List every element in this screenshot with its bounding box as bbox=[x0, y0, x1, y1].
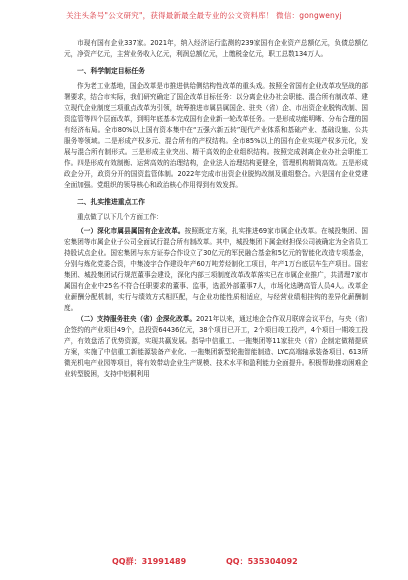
qq-group-text: QQ群：31991489 bbox=[112, 557, 187, 566]
reform-lead-2: （二）支持服务驻央（省）企深化改革。 bbox=[77, 315, 196, 323]
reform-paragraph-2 bbox=[64, 314, 368, 380]
reform-body-1: 按照既定方案，扎实推进69家市属企业改革。在城投集团、国宏集团等市属企业子公司全面试行混合所有制改革。其中，城投集团下属金财担保公司被确定为全省员工持股试点企业。国宏集团与东方证券合作设立了30亿元的军民融合基金和5亿元的智能化改造专项基金，分别与炼化党委合资，中集凌宇合作建设年产60万吨芳烃制化工项目，年产1万台底层车生产项目。国宏集团、城投集团试行规范董事会建设，深化内部三项制度改革改革落实已在市属企业推广，共清理7家市属国有企业中25名不符合任职要求的董事、监事，选派外部董事7人，市场化选聘高管人员4人。改革企业薪酬分配机制，实行与绩效方式相匹配，与企业功能性质相适应，与经营业绩相挂钩的差异化薪酬制度。 bbox=[64, 227, 369, 312]
document-page bbox=[64, 38, 368, 380]
work-intro: 重点做了以下几个方面工作： bbox=[77, 213, 163, 221]
reform-paragraph-1 bbox=[64, 226, 368, 314]
reform-body-2: 2021年以来，通过地企合作双月联席会议平台，与央（省）企签约的产业项目49个，总投资64436亿元，38个项目已开工，2个项目竣工投产，4个项目一期竣工投产，有效盘活了优势资源，实现共赢发展。指导中信重工、一拖集团等11家驻央（省）企制定做精提质方案，实施了中信重工新能源装备产业化、一拖集团新型轮拖智能制造、LYC高端轴承装备项目、613所微光机电产业园等项目，将有效带动企业生产规模、技术水平和盈利能力全面提升。积极帮助推动困难企业转型脱困，支持中铝桐利用 bbox=[64, 315, 368, 378]
qq-number-text: QQ：535304092 bbox=[226, 557, 298, 566]
header-banner: 关注头条号"公文研究"，获得最新最全最专业的公文资料库！ 微信：gongwenyj bbox=[66, 11, 342, 20]
section-heading-1: 一、科学制定目标任务 bbox=[77, 67, 145, 75]
intro-paragraph: 市现有国有企业337家。2021年，纳入经济运行监测的239家国有企业资产总额亿元，负债总额亿元，净资产亿元，主营业务收入亿元，利润总额亿元，上缴税金亿元，职工总数134万人。 bbox=[64, 39, 368, 58]
reform-lead-1: （一）深化市属县属国有企业改革。 bbox=[77, 227, 185, 235]
targets-paragraph: 作为老工业基地，国企改革是市推进供给侧结构性改革的重头戏。按照全省国有企业改革攻坚战的部署要求，结合市实际，我们研究确定了国企改革目标任务：以分离企业办社会职能、混合所有制改革、建立现代企业制度三项重点改革为引领，统筹推进市属县属国企、驻央（省）企、市出资企业脱钩改制、国资监管等四个层面改革，到明年底基本完成国有企业新一轮改革任务。一是形成功能明晰、分布合理的国有经济布局。全市80%以上国有资本集中在“五强六新五转”现代产业体系和基础产业、基础设施、公共服务等领域。二是形成产权多元、混合所有的产权结构。全市85%以上的国有企业实现产权多元化，发展与混合所有制形式。三是形成主业突出、精干高效的企业组织结构。按照完成剥离企业办社会职能工作。四是形成有效制衡、运营高效的治理结构，企业法人治理结构更健全，管理机构精简高效。五是形成政企分开，政资分开的国资监管体制。2022年完成市出资企业脱钩改制及重组整合。六是国有企业党建全面加强。党组织的领导核心和政治核心作用得到有效发挥。 bbox=[64, 82, 368, 189]
section-heading-2: 二、扎实推进重点工作 bbox=[77, 198, 145, 206]
